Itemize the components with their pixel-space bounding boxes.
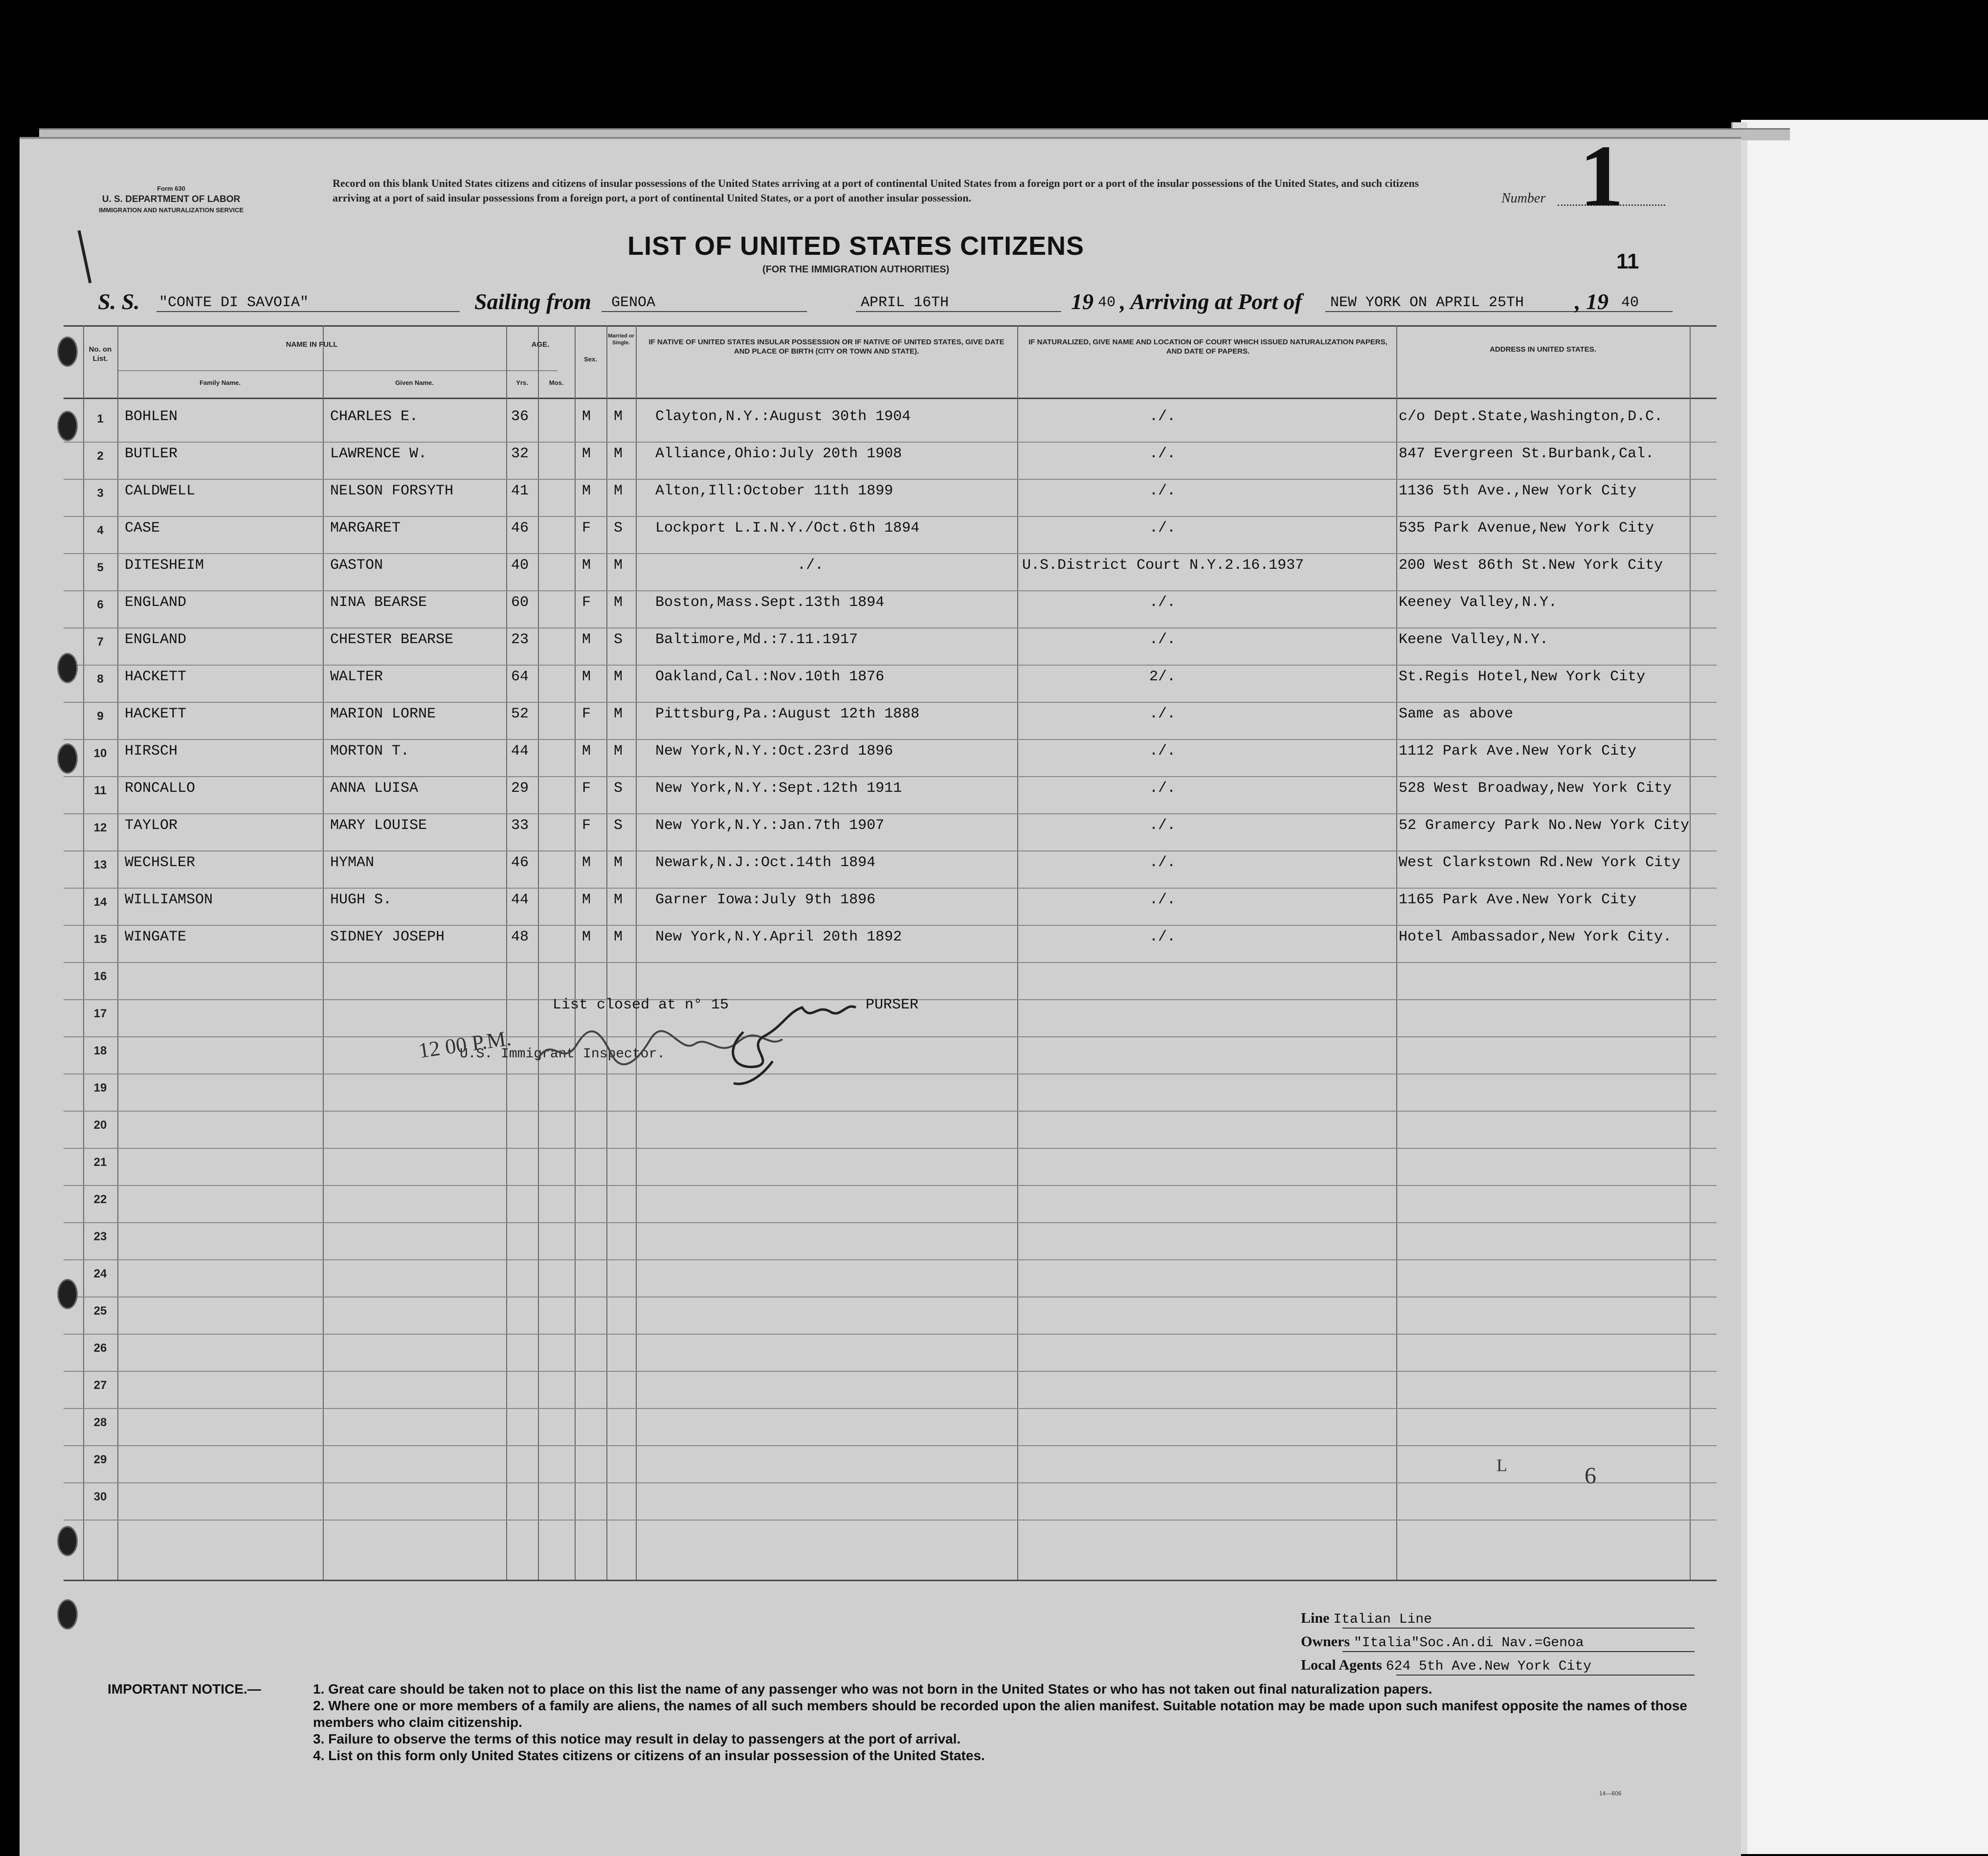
sailing-label: Sailing from (474, 289, 592, 314)
row-number: 16 (93, 970, 107, 983)
address: West Clarkstown Rd.New York City (1399, 854, 1681, 871)
sex: F (582, 817, 591, 834)
age-years: 41 (511, 483, 529, 499)
row-number: 11 (94, 784, 107, 797)
birth-place-date: Pittsburg,Pa.:August 12th 1888 (655, 706, 920, 722)
age-years: 23 (511, 631, 529, 648)
back-page (1741, 120, 1988, 1854)
row-rule (64, 1111, 1717, 1112)
row-number: 2 (97, 449, 104, 463)
given-name: SIDNEY JOSEPH (330, 929, 445, 945)
age-years: 46 (511, 854, 529, 871)
row-rule (64, 1334, 1717, 1335)
arrival-year: 40 (1621, 294, 1639, 311)
row-rule (64, 813, 1717, 814)
binder-hole (57, 411, 78, 441)
col-birth: IF NATIVE OF UNITED STATES INSULAR POSSESSION OR IF NATIVE OF UNITED STATES, GIVE DATE AND PLACE OF BIRTH (CITY OR TOWN AND STATE). (648, 338, 1005, 356)
row-number: 12 (93, 821, 107, 834)
naturalization: ./. (1149, 706, 1176, 722)
row-number: 4 (97, 524, 104, 537)
naturalization: ./. (1149, 631, 1176, 648)
sex: M (582, 408, 591, 425)
purser-signature (714, 993, 861, 1091)
service: IMMIGRATION AND NATURALIZATION SERVICE (98, 206, 244, 214)
birth-place-date: Oakland,Cal.:Nov.10th 1876 (655, 669, 885, 685)
arriving-label: , Arriving at Port of (1120, 289, 1302, 314)
given-name: WALTER (330, 669, 383, 685)
given-name: NINA BEARSE (330, 594, 427, 611)
pencil-small-mark: L (1497, 1455, 1507, 1475)
row-rule (64, 1185, 1717, 1186)
birth-place-date: ./. (797, 557, 824, 574)
naturalization: ./. (1149, 446, 1176, 462)
row-rule (64, 888, 1717, 889)
sail-year: 40 (1098, 294, 1116, 311)
address: 1136 5th Ave.,New York City (1399, 483, 1637, 499)
family-name: HIRSCH (125, 743, 178, 760)
address: Hotel Ambassador,New York City. (1399, 929, 1672, 945)
sex: M (582, 631, 591, 648)
row-rule (64, 1445, 1717, 1446)
marital-status: M (614, 929, 623, 945)
naturalization: ./. (1149, 854, 1176, 871)
sex: M (582, 892, 591, 908)
given-name: HUGH S. (330, 892, 392, 908)
family-name: TAYLOR (125, 817, 178, 834)
age-years: 52 (511, 706, 529, 722)
row-rule (64, 1408, 1717, 1409)
row-number: 24 (93, 1267, 107, 1280)
list-closed: List closed at n° 15 (553, 997, 729, 1013)
col-address: ADDRESS IN UNITED STATES. (1490, 345, 1596, 354)
arrival-port-date: NEW YORK ON APRIL 25TH (1330, 294, 1524, 311)
sail-date: APRIL 16TH (861, 294, 949, 311)
given-name: MARY LOUISE (330, 817, 427, 834)
row-number: 14 (93, 895, 107, 909)
given-name: CHESTER BEARSE (330, 631, 454, 648)
given-name: ANNA LUISA (330, 780, 419, 797)
row-number: 25 (93, 1304, 107, 1318)
binder-hole (57, 653, 78, 683)
row-number: 13 (93, 858, 107, 872)
address: 847 Evergreen St.Burbank,Cal. (1399, 446, 1654, 462)
naturalization: ./. (1149, 520, 1176, 537)
row-number: 29 (93, 1453, 107, 1466)
row-rule (64, 702, 1717, 703)
page-title: LIST OF UNITED STATES CITIZENS (627, 231, 1084, 261)
row-number: 8 (97, 672, 104, 686)
notice-item-4: 4. List on this form only United States citizens or citizens of an insular possession of the United States. (313, 1748, 985, 1763)
col-given-name: Given Name. (395, 379, 434, 386)
row-rule (64, 1371, 1717, 1372)
owners-label: Owners (1301, 1633, 1350, 1650)
col-name-in-full: NAME IN FULL (286, 340, 338, 349)
form-code: 14—606 (1599, 1790, 1622, 1797)
given-name: MARGARET (330, 520, 401, 537)
footer-line-rule (1342, 1628, 1695, 1629)
birth-place-date: Garner Iowa:July 9th 1896 (655, 892, 876, 908)
family-name: BUTLER (125, 446, 178, 462)
row-number: 30 (93, 1490, 107, 1503)
birth-place-date: New York,N.Y.:Oct.23rd 1896 (655, 743, 893, 760)
naturalization: ./. (1149, 929, 1176, 945)
age-years: 64 (511, 669, 529, 685)
col-family-name: Family Name. (200, 379, 241, 386)
row-number: 28 (93, 1416, 107, 1429)
manifest-table (64, 325, 1717, 1580)
col-naturalized: IF NATURALIZED, GIVE NAME AND LOCATION OF COURT WHICH ISSUED NATURALIZATION PAPERS, AND DATE OF PAPERS. (1028, 338, 1387, 356)
naturalization: ./. (1149, 780, 1176, 797)
col-yrs: Yrs. (516, 379, 528, 386)
family-name: HACKETT (125, 706, 187, 722)
pencil-page-mark: 6 (1585, 1463, 1596, 1489)
given-name: GASTON (330, 557, 383, 574)
birth-place-date: Boston,Mass.Sept.13th 1894 (655, 594, 885, 611)
row-number: 10 (93, 747, 107, 760)
birth-place-date: Newark,N.J.:Oct.14th 1894 (655, 854, 876, 871)
row-number: 5 (97, 561, 104, 574)
birth-place-date: Clayton,N.Y.:August 30th 1904 (655, 408, 911, 425)
line-value: Italian Line (1333, 1612, 1432, 1627)
col-age: AGE. (531, 340, 550, 349)
col-no: No. on List. (89, 345, 112, 363)
row-number: 20 (93, 1118, 107, 1132)
marital-status: M (614, 594, 623, 611)
pencil-time-note: 12 00 P.M. (417, 1026, 513, 1063)
birth-place-date: New York,N.Y.:Sept.12th 1911 (655, 780, 902, 797)
row-number: 6 (97, 598, 104, 611)
notice-item-2: 2. Where one or more members of a family are aliens, the names of all such members should be recorded upon the alien manifest. Suitable notation may be made upon such manifest opposite the names of those members who claim citizenship. (313, 1698, 1687, 1730)
address: Same as above (1399, 706, 1514, 722)
ship-name: "CONTE DI SAVOIA" (159, 294, 309, 311)
row-rule (64, 1073, 1717, 1074)
marital-status: M (614, 706, 623, 722)
footer-owners-rule (1342, 1651, 1695, 1652)
sail-year-prefix: 19 (1071, 289, 1094, 314)
row-rule (64, 627, 1717, 628)
naturalization: ./. (1149, 817, 1176, 834)
naturalization: ./. (1149, 892, 1176, 908)
sex: M (582, 557, 591, 574)
address: 528 West Broadway,New York City (1399, 780, 1672, 797)
page-subtitle: (FOR THE IMMIGRATION AUTHORITIES) (762, 264, 950, 275)
family-name: WECHSLER (125, 854, 196, 871)
sex: M (582, 929, 591, 945)
marital-status: M (614, 446, 623, 462)
binder-hole (57, 1599, 78, 1630)
row-number: 15 (93, 933, 107, 946)
given-name: LAWRENCE W. (330, 446, 427, 462)
row-number: 3 (97, 487, 104, 500)
age-years: 44 (511, 743, 529, 760)
row-number: 21 (93, 1156, 107, 1169)
from-port: GENOA (611, 294, 656, 311)
row-rule (64, 925, 1717, 926)
sex: F (582, 594, 591, 611)
birth-place-date: Baltimore,Md.:7.11.1917 (655, 631, 858, 648)
intro-text: Record on this blank United States citizens and citizens of insular possessions of the United States arriving at a port of continental United States from a foreign port or a port of the insular possessions of the United States, and such citizens arriving at a port of said insular possessions from a foreign port, a port of continental United States, or a port of another insular possession. (333, 177, 1419, 204)
marital-status: M (614, 743, 623, 760)
family-name: WINGATE (125, 929, 187, 945)
row-rule (64, 850, 1717, 851)
list-number: 1 (1580, 127, 1624, 224)
row-number: 23 (93, 1230, 107, 1243)
naturalization: U.S.District Court N.Y.2.16.1937 (1022, 557, 1304, 574)
agents-value: 624 5th Ave.New York City (1385, 1659, 1591, 1674)
birth-place-date: New York,N.Y.:Jan.7th 1907 (655, 817, 885, 834)
arrival-year-prefix: , 19 (1575, 289, 1608, 314)
row-rule (64, 1036, 1717, 1037)
age-years: 36 (511, 408, 529, 425)
inspector-label: U.S. Immigrant Inspector. (460, 1047, 666, 1062)
sailing-line (98, 289, 1687, 318)
footer-line (1301, 1610, 1432, 1627)
agents-label: Local Agents (1301, 1657, 1382, 1673)
marital-status: M (614, 483, 623, 499)
row-rule (64, 479, 1717, 480)
binder-hole (57, 336, 78, 367)
notice-item-3: 3. Failure to observe the terms of this notice may result in delay to passengers at the port of arrival. (313, 1731, 961, 1746)
row-number: 7 (97, 635, 104, 648)
owners-value: "Italia"Soc.An.di Nav.=Genoa (1354, 1635, 1584, 1651)
sex: M (582, 669, 591, 685)
family-name: WILLIAMSON (125, 892, 213, 908)
family-name: DITESHEIM (125, 557, 204, 574)
age-years: 46 (511, 520, 529, 537)
purser-label: PURSER (866, 997, 919, 1013)
age-years: 44 (511, 892, 529, 908)
ss-label: S. S. (98, 289, 140, 314)
address: 200 West 86th St.New York City (1399, 557, 1663, 574)
address: 1165 Park Ave.New York City (1399, 892, 1637, 908)
marital-status: S (614, 520, 623, 537)
row-number: 27 (93, 1379, 107, 1392)
row-rule (64, 1222, 1717, 1223)
birth-place-date: Alton,Ill:October 11th 1899 (655, 483, 893, 499)
row-rule (64, 1482, 1717, 1483)
naturalization: ./. (1149, 483, 1176, 499)
sex: M (582, 854, 591, 871)
row-rule (64, 665, 1717, 666)
age-years: 60 (511, 594, 529, 611)
number-label: Number (1501, 191, 1546, 206)
marital-status: M (614, 854, 623, 871)
marital-status: M (614, 669, 623, 685)
marital-status: M (614, 892, 623, 908)
marital-status: M (614, 408, 623, 425)
row-number: 26 (93, 1342, 107, 1355)
marital-status: S (614, 780, 623, 797)
birth-place-date: Alliance,Ohio:July 20th 1908 (655, 446, 902, 462)
age-years: 33 (511, 817, 529, 834)
marital-status: S (614, 817, 623, 834)
address: Keene Valley,N.Y. (1399, 631, 1549, 648)
family-name: CASE (125, 520, 160, 537)
binder-hole (57, 743, 78, 774)
sex: F (582, 520, 591, 537)
sex: M (582, 743, 591, 760)
address: 52 Gramercy Park No.New York City (1399, 817, 1690, 834)
given-name: CHARLES E. (330, 408, 419, 425)
form-header (73, 183, 269, 216)
address: c/o Dept.State,Washington,D.C. (1399, 408, 1663, 425)
age-years: 40 (511, 557, 529, 574)
address: 1112 Park Ave.New York City (1399, 743, 1637, 760)
binder-hole (57, 1279, 78, 1309)
family-name: RONCALLO (125, 780, 196, 797)
naturalization: ./. (1149, 408, 1176, 425)
col-sex: Sex. (584, 356, 597, 363)
given-name: HYMAN (330, 854, 375, 871)
col-mos: Mos. (549, 379, 564, 386)
footer-agents-rule (1396, 1675, 1695, 1676)
address: Keeney Valley,N.Y. (1399, 594, 1558, 611)
line-label: Line (1301, 1610, 1330, 1626)
row-number: 9 (97, 710, 104, 723)
naturalization: ./. (1149, 743, 1176, 760)
birth-place-date: New York,N.Y.April 20th 1892 (655, 929, 902, 945)
sex: F (582, 706, 591, 722)
given-name: NELSON FORSYTH (330, 483, 454, 499)
form-number: Form 630 (157, 185, 185, 192)
row-rule (64, 553, 1717, 554)
footer-agents (1301, 1657, 1591, 1674)
row-rule (64, 739, 1717, 740)
notice-item-1: 1. Great care should be taken not to place on this list the name of any passenger who was not born in the United States or who has not taken out final naturalization papers. (313, 1681, 1432, 1697)
family-name: CALDWELL (125, 483, 196, 499)
family-name: HACKETT (125, 669, 187, 685)
given-name: MARION LORNE (330, 706, 436, 722)
sex: F (582, 780, 591, 797)
family-name: ENGLAND (125, 594, 187, 611)
row-number: 22 (93, 1193, 107, 1206)
address: St.Regis Hotel,New York City (1399, 669, 1646, 685)
sex: M (582, 483, 591, 499)
marital-status: M (614, 557, 623, 574)
row-rule (64, 516, 1717, 517)
row-rule (64, 590, 1717, 591)
address: 535 Park Avenue,New York City (1399, 520, 1654, 537)
naturalization: 2/. (1149, 669, 1176, 685)
footer-owners (1301, 1633, 1584, 1651)
department: U. S. DEPARTMENT OF LABOR (102, 194, 241, 204)
row-rule (64, 442, 1717, 443)
row-number: 19 (93, 1081, 107, 1095)
age-years: 29 (511, 780, 529, 797)
row-number: 1 (97, 412, 104, 425)
sex: M (582, 446, 591, 462)
row-number: 18 (93, 1044, 107, 1057)
naturalization: ./. (1149, 594, 1176, 611)
binder-hole (57, 1526, 78, 1556)
row-number: 17 (93, 1007, 107, 1020)
family-name: BOHLEN (125, 408, 178, 425)
family-name: ENGLAND (125, 631, 187, 648)
row-rule (64, 1520, 1717, 1521)
row-rule (64, 1259, 1717, 1260)
row-rule (64, 1148, 1717, 1149)
row-rule (64, 962, 1717, 963)
age-years: 32 (511, 446, 529, 462)
marital-status: S (614, 631, 623, 648)
age-years: 48 (511, 929, 529, 945)
birth-place-date: Lockport L.I.N.Y./Oct.6th 1894 (655, 520, 920, 537)
important-notice (108, 1681, 1721, 1763)
notice-label: IMPORTANT NOTICE.— (108, 1681, 261, 1697)
page-count: 11 (1616, 249, 1639, 273)
row-rule (64, 776, 1717, 777)
col-married-single: Married or Single. (608, 333, 634, 346)
given-name: MORTON T. (330, 743, 410, 760)
